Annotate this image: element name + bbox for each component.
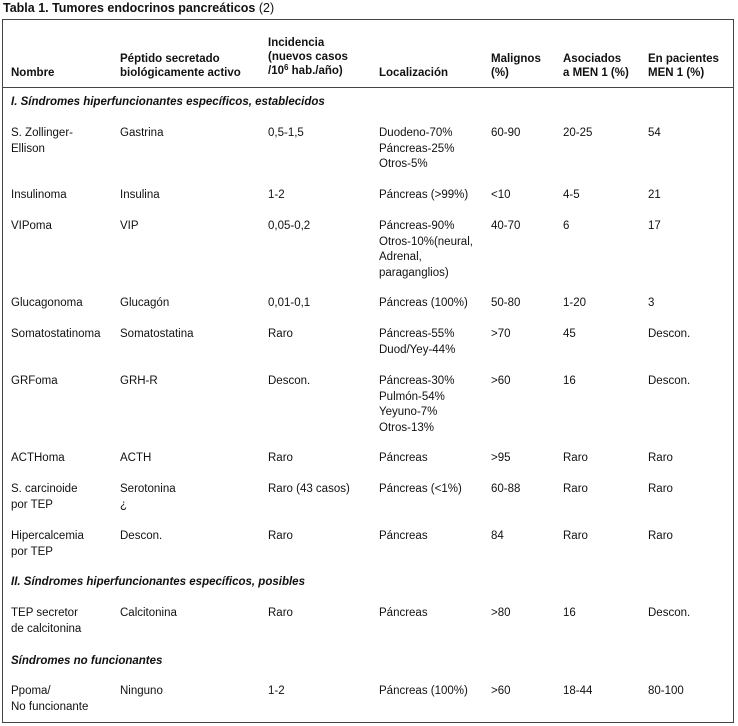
cell-peptido: GRH-R: [120, 375, 158, 387]
cell-incidencia: 0,5-1,5: [268, 127, 304, 139]
header-asociados-line-2: a MEN 1 (%): [563, 67, 629, 79]
cell-asociados: 18-44: [563, 685, 593, 697]
cell-malignos: 60-88: [491, 483, 521, 495]
cell-nombre: S. Zollinger-: [11, 127, 73, 139]
cell-malignos: 84: [491, 530, 504, 542]
cell-incidencia: 1-2: [268, 189, 285, 201]
cell-pacientes: 17: [648, 220, 661, 232]
cell-asociados: 1-20: [563, 297, 587, 309]
cell-asociados: 20-25: [563, 127, 593, 139]
cell-nombre: VIPoma: [11, 220, 52, 232]
cell-localizacion: Otros-10%(neural,: [379, 235, 473, 248]
cell-nombre: Glucagonoma: [11, 297, 83, 309]
cell-asociados: 16: [563, 607, 576, 619]
cell-localizacion: Páncreas (>99%): [379, 189, 469, 201]
header-incidencia-line-1: Incidencia: [268, 37, 325, 49]
cell-pacientes: 21: [648, 189, 661, 201]
cell-incidencia: Descon.: [268, 375, 311, 387]
cell-asociados: Raro: [563, 530, 588, 542]
cell-pacientes: 54: [648, 127, 661, 139]
table-frame: [2, 19, 734, 723]
cell-peptido: Ninguno: [120, 685, 163, 697]
incidencia-unit: hab./año): [288, 65, 343, 77]
cell-incidencia: 0,05-0,2: [268, 220, 311, 232]
cell-nombre: Hipercalcemia: [11, 530, 84, 542]
section-label-non-functioning: Síndromes no funcionantes: [11, 655, 163, 667]
cell-localizacion: Páncreas: [379, 530, 428, 542]
table-title-main: Tabla 1. Tumores endocrinos pancreáticos: [3, 1, 256, 15]
cell-localizacion: Duod/Yey-44%: [379, 343, 456, 356]
cell-pacientes: 3: [648, 297, 655, 309]
cell-incidencia: Raro: [268, 530, 293, 542]
header-pacientes-line-1: En pacientes: [648, 53, 719, 65]
cell-nombre: TEP secretor: [11, 607, 78, 619]
cell-malignos: >60: [491, 685, 511, 697]
header-nombre: Nombre: [11, 67, 55, 79]
cell-localizacion: Duodeno-70%: [379, 127, 453, 139]
cell-asociados: Raro: [563, 452, 588, 464]
cell-localizacion: Otros-5%: [379, 158, 428, 170]
cell-incidencia: Raro: [268, 452, 293, 464]
cell-peptido: Glucagón: [120, 297, 170, 309]
cell-localizacion: paraganglios): [379, 266, 449, 279]
incidencia-per-ten: /10: [268, 65, 284, 77]
header-peptido-line-1: Péptido secretado: [120, 53, 220, 65]
cell-pacientes: Raro: [648, 530, 673, 542]
cell-localizacion: Páncreas-25%: [379, 142, 455, 155]
cell-nombre: Insulinoma: [11, 189, 67, 201]
header-pacientes-line-2: MEN 1 (%): [648, 67, 705, 79]
cell-localizacion: Adrenal,: [379, 251, 422, 263]
header-asociados-line-1: Asociados: [563, 53, 622, 65]
cell-asociados: 4-5: [563, 189, 580, 201]
cell-malignos: >80: [491, 607, 511, 619]
cell-peptido: Descon.: [120, 530, 163, 542]
cell-pacientes: Raro: [648, 483, 673, 495]
cell-peptido: Insulina: [120, 189, 160, 201]
cell-nombre: de calcitonina: [11, 622, 82, 635]
cell-localizacion: Páncreas (100%): [379, 685, 468, 697]
cell-asociados: 16: [563, 375, 576, 387]
cell-nombre: S. carcinoide: [11, 483, 78, 495]
header-divider: [2, 87, 733, 88]
cell-peptido: Serotonina: [120, 483, 176, 495]
cell-malignos: >70: [491, 328, 511, 340]
cell-incidencia: Raro: [268, 607, 293, 619]
cell-malignos: >95: [491, 452, 511, 464]
incidencia-exponent: 6: [284, 63, 289, 72]
cell-localizacion: Páncreas-55%: [379, 328, 455, 340]
cell-pacientes: Raro: [648, 452, 673, 464]
cell-nombre: por TEP: [11, 498, 53, 511]
cell-nombre: Somatostatinoma: [11, 328, 101, 340]
cell-malignos: <10: [491, 189, 511, 201]
table-title: [3, 1, 274, 17]
cell-malignos: 60-90: [491, 127, 521, 139]
section-label-possible: II. Síndromes hiperfuncionantes específicos, posibles: [11, 576, 305, 588]
cell-nombre: GRFoma: [11, 375, 58, 387]
cell-localizacion: Páncreas (100%): [379, 297, 468, 309]
cell-localizacion: Páncreas-90%: [379, 220, 455, 232]
table-title-reference: (2): [258, 1, 275, 15]
cell-malignos: 40-70: [491, 220, 521, 232]
cell-peptido: ¿: [120, 498, 128, 511]
cell-pacientes: Descon.: [648, 375, 691, 387]
cell-peptido: Gastrina: [120, 127, 164, 139]
header-malignos-line-2: (%): [491, 67, 509, 79]
cell-incidencia: 1-2: [268, 685, 285, 697]
cell-nombre: ACTHoma: [11, 452, 65, 464]
cell-nombre: Ellison: [11, 142, 45, 155]
cell-nombre: por TEP: [11, 545, 53, 558]
cell-peptido: VIP: [120, 220, 139, 232]
cell-nombre: Ppoma/: [11, 685, 51, 697]
header-incidencia-line-3: [268, 64, 343, 78]
cell-localizacion: Páncreas: [379, 452, 428, 464]
cell-peptido: Somatostatina: [120, 328, 194, 340]
cell-incidencia: Raro (43 casos): [268, 483, 350, 495]
header-malignos-line-1: Malignos: [491, 53, 541, 65]
cell-localizacion: Pulmón-54%: [379, 390, 445, 403]
cell-localizacion: Páncreas-30%: [379, 375, 455, 387]
cell-malignos: >60: [491, 375, 511, 387]
cell-peptido: Calcitonina: [120, 607, 177, 619]
cell-localizacion: Páncreas (<1%): [379, 483, 462, 495]
header-localizacion: Localización: [379, 67, 449, 79]
cell-localizacion: Otros-13%: [379, 421, 434, 434]
section-label-established: I. Síndromes hiperfuncionantes específicos, establecidos: [11, 96, 325, 108]
cell-incidencia: 0,01-0,1: [268, 297, 311, 309]
header-peptido-line-2: biológicamente activo: [120, 67, 241, 79]
cell-pacientes: 80-100: [648, 685, 684, 697]
cell-asociados: 45: [563, 328, 576, 340]
cell-peptido: ACTH: [120, 452, 152, 464]
cell-asociados: Raro: [563, 483, 588, 495]
cell-localizacion: Yeyuno-7%: [379, 406, 438, 418]
cell-asociados: 6: [563, 220, 570, 232]
header-incidencia-line-2: (nuevos casos: [268, 51, 348, 63]
cell-incidencia: Raro: [268, 328, 293, 340]
cell-malignos: 50-80: [491, 297, 521, 309]
cell-pacientes: Descon.: [648, 607, 691, 619]
cell-nombre: No funcionante: [11, 700, 89, 713]
cell-pacientes: Descon.: [648, 328, 691, 340]
cell-localizacion: Páncreas: [379, 607, 428, 619]
